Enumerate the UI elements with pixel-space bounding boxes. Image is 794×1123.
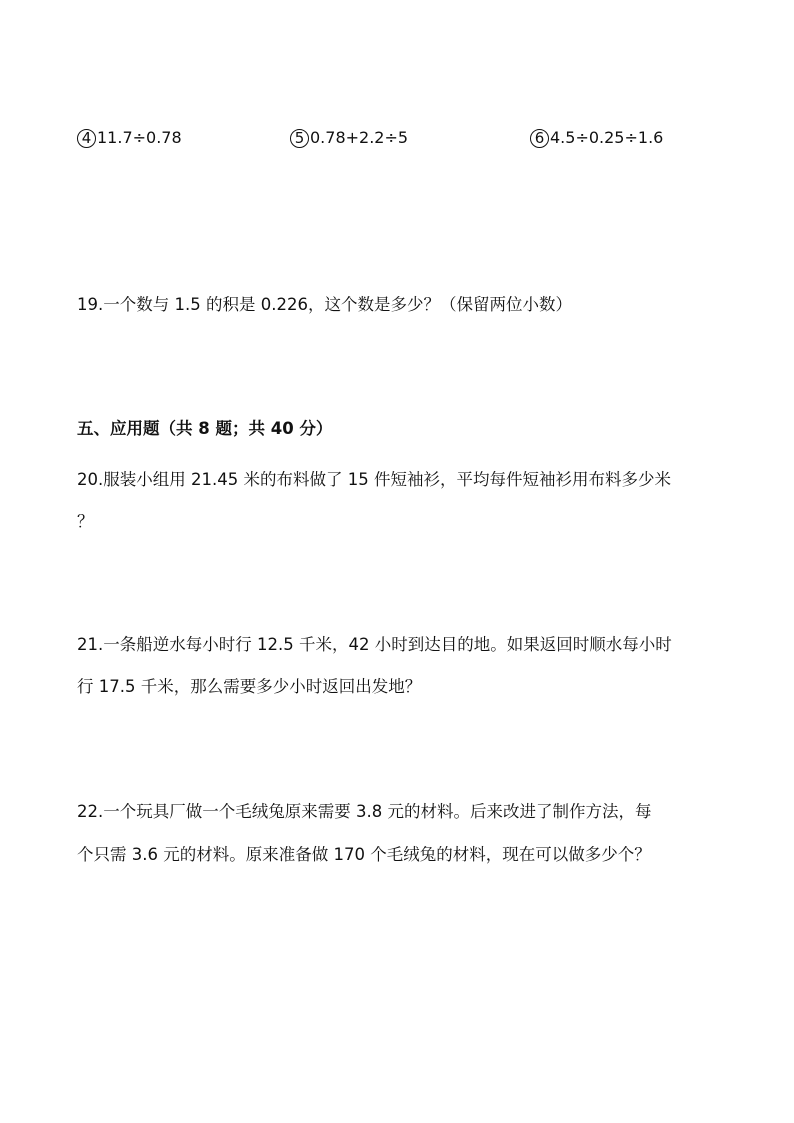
question-20-line-1: 20.服装小组用 21.45 米的布料做了 15 件短袖衫，平均每件短袖衫用布料多少米 <box>77 470 671 489</box>
calc-item-6 <box>530 127 663 149</box>
question-21-line-1: 21.一条船逆水每小时行 12.5 千米，42 小时到达目的地。如果返回时顺水每小时 <box>77 635 672 654</box>
calc-item-5 <box>290 127 408 149</box>
question-22-line-1: 22.一个玩具厂做一个毛绒兔原来需要 3.8 元的材料。后来改进了制作方法，每 <box>77 802 652 821</box>
circled-number: 6 <box>530 129 549 148</box>
calc-expression: 4.5÷0.25÷1.6 <box>550 128 664 147</box>
question-21-line-2: 行 17.5 千米，那么需要多少小时返回出发地？ <box>77 677 422 696</box>
question-19: 19.一个数与 1.5 的积是 0.226，这个数是多少？（保留两位小数） <box>77 295 572 314</box>
question-20-line-2: ？ <box>77 512 94 531</box>
circled-number: 5 <box>290 129 309 148</box>
calc-expression: 0.78+2.2÷5 <box>310 128 409 147</box>
calc-item-4 <box>77 127 182 149</box>
circled-number: 4 <box>77 129 96 148</box>
section-title: 五、应用题（共 8 题；共 40 分） <box>77 419 333 438</box>
calc-expression: 11.7÷0.78 <box>97 128 182 147</box>
question-22-line-2: 个只需 3.6 元的材料。原来准备做 170 个毛绒兔的材料，现在可以做多少个？ <box>77 845 651 864</box>
